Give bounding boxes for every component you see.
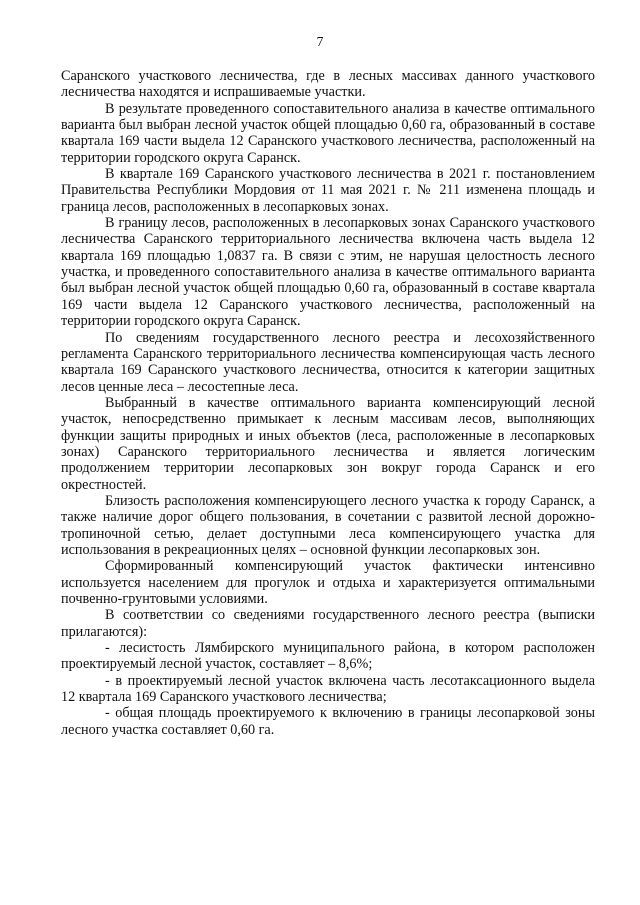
list-item: - общая площадь проектируемого к включению в границы лесопарковой зоны лесного участка составляет 0,60 га. — [61, 705, 595, 738]
paragraph: По сведениям государственного лесного реестра и лесохозяйственного регламента Саранского территориального лесничества компенсирующая часть лесного квартала 169 Саранского участкового лесничества, относится к категории защитных лесов ценные леса – лесостепные леса. — [61, 329, 595, 395]
paragraph: Близость расположения компенсирующего лесного участка к городу Саранск, а также наличие дорог общего пользования, в сочетании с развитой лесной дорожно-тропиночной сетью, делает доступными леса компенсирующего участка для использования в рекреационных целях – основной функции лесопарковых зон. — [61, 492, 595, 558]
list-item: - в проектируемый лесной участок включена часть лесотаксационного выдела 12 квартала 169 Саранского участкового лесничества; — [61, 672, 595, 706]
paragraph: В соответствии со сведениями государственного лесного реестра (выписки прилагаются): — [61, 607, 595, 640]
page-number: 7 — [316, 34, 324, 49]
paragraph: Выбранный в качестве оптимального варианта компенсирующий лесной участок, непосредственно примыкает к лесным массивам лесов, выполняющих функции защиты природных и иных объектов (леса, расположенные в лесопарковых зонах) Саранского территориального лесничества и является логическим продолжением территории лесопарковых зон вокруг города Саранск и его окрестностей. — [61, 394, 595, 493]
paragraph: В границу лесов, расположенных в лесопарковых зонах Саранского участкового лесничества Саранского территориального лесничества включена часть выдела 12 квартала 169 площадью 1,0837 га. В связи с этим, не нарушая целостность лесного участка, и проведенного сопоставительного анализа в качестве оптимального варианта был выбран лесной участок общей площадью 0,60 га, образованный в составе квартала 169 части выдела 12 Саранского участкового лесничества, расположенный на территории городского округа Саранск. — [61, 215, 595, 330]
paragraph: Саранского участкового лесничества, где в лесных массивах данного участкового лесничества находятся и испрашиваемые участки. — [61, 68, 595, 101]
document-body — [61, 68, 595, 738]
list-item: - лесистость Лямбирского муниципального района, в котором расположен проектируемый лесной участок, составляет – 8,6%; — [61, 640, 595, 673]
paragraph: В результате проведенного сопоставительного анализа в качестве оптимального варианта был выбран лесной участок общей площадью 0,60 га, образованный в составе квартала 169 части выдела 12 Саранского участкового лесничества, расположенный на территории городского округа Саранск. — [61, 100, 595, 166]
paragraph: Сформированный компенсирующий участок фактически интенсивно используется населением для прогулок и отдыха и характеризуется оптимальными почвенно-грунтовыми условиями. — [61, 558, 595, 607]
paragraph: В квартале 169 Саранского участкового лесничества в 2021 г. постановлением Правительства Республики Мордовия от 11 мая 2021 г. № 211 изменена площадь и граница лесов, расположенных в лесопарковых зонах. — [61, 166, 595, 215]
